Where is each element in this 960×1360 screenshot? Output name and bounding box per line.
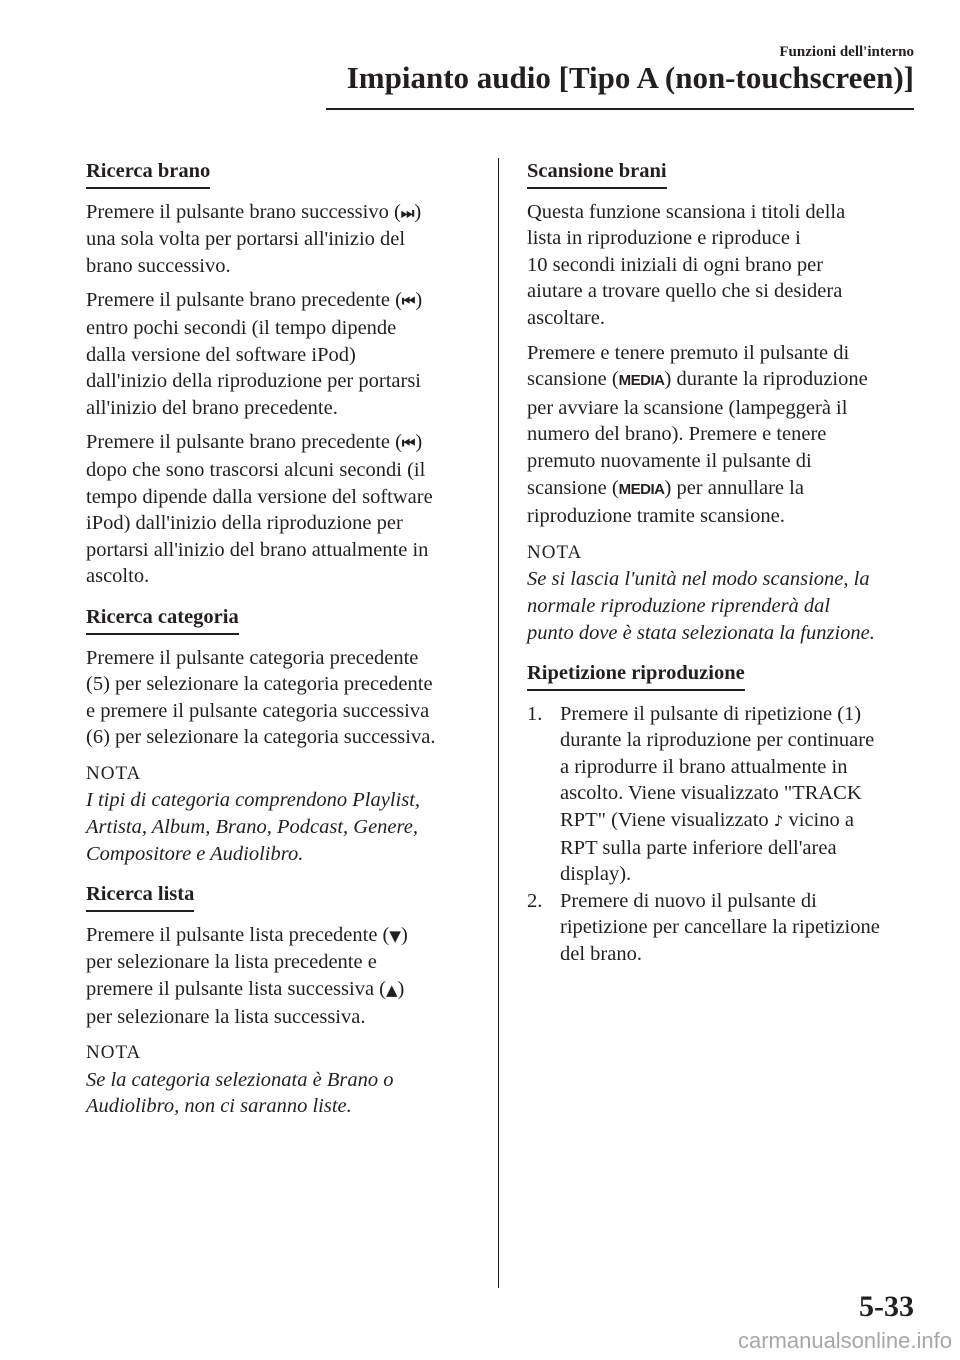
paragraph-list: Premere il pulsante lista precedente (▼) per selezionare la lista precedente e premere il pulsante lista successiva (▲) per selezionare la lista successiva.: [86, 923, 408, 1028]
note-label: NOTA: [527, 541, 583, 563]
music-note-icon: ♪: [773, 812, 784, 831]
heading-ricerca-brano: Ricerca brano: [86, 158, 210, 189]
previous-track-icon: ⏮: [401, 434, 416, 453]
note-label: NOTA: [86, 1042, 142, 1064]
list-item: 1. Premere il pulsante di ripetizione (1) durante la riproduzione per continuare a riprodurre il brano attualmente in ascolto. Viene visualizzato "TRACK RPT" (Viene visualizzato ♪ vicino a RPT sulla parte inferiore dell'area display).: [527, 702, 875, 886]
heading-ripetizione: Ripetizione riproduzione: [527, 660, 745, 691]
page-number: 5-33: [859, 1290, 914, 1323]
next-track-icon: ⏭: [400, 203, 415, 222]
note-scan: Se si lascia l'unità nel modo scansione, la normale riproduzione riprenderà dal punto dove è stata selezionata la funzione.: [527, 568, 875, 644]
heading-scansione-brani: Scansione brani: [527, 158, 667, 189]
right-column: [527, 158, 922, 968]
column-divider: [498, 158, 499, 1288]
up-arrow-icon: ▲: [386, 981, 398, 1000]
paragraph-scan-instructions: Premere e tenere premuto il pulsante di scansione (MEDIA) durante la riproduzione per avviare la scansione (lampeggerà il numero del brano). Premere e tenere premuto nuovamente il pulsante di scansione (MEDIA) per annullare la riproduzione tramite scansione.: [527, 341, 868, 528]
heading-ricerca-lista: Ricerca lista: [86, 881, 194, 912]
note-list: Se la categoria selezionata è Brano o Audiolibro, non ci saranno liste.: [86, 1068, 394, 1118]
section-label: Funzioni dell'interno: [779, 44, 914, 60]
paragraph-prev-track: Premere il pulsante brano precedente (⏮) entro pochi secondi (il tempo dipende dalla versione del software iPod) dall'inizio della riproduzione per portarsi all'inizio del brano precedente.: [86, 289, 423, 419]
header-divider: [326, 108, 914, 110]
paragraph-next-track: Premere il pulsante brano successivo (⏭) una sola volta per portarsi all'inizio del brano successivo.: [86, 200, 422, 277]
previous-track-icon: ⏮: [401, 292, 416, 311]
paragraph-restart-track: Premere il pulsante brano precedente (⏮) dopo che sono trascorsi alcuni secondi (il tempo dipende dalla versione del software iPod) dall'inizio della riproduzione per portarsi all'inizio del brano attualmente in ascolto.: [86, 431, 433, 588]
paragraph-category: Premere il pulsante categoria precedente (5) per selezionare la categoria precedente e premere il pulsante categoria successiva (6) per selezionare la categoria successiva.: [86, 646, 436, 749]
down-arrow-icon: ▼: [389, 926, 401, 945]
media-button-icon: MEDIA: [618, 480, 665, 498]
page-title: Impianto audio [Tipo A (non-touchscreen)]: [346, 60, 914, 95]
note-category: I tipi di categoria comprendono Playlist, Artista, Album, Brano, Podcast, Genere, Compositore e Audiolibro.: [86, 789, 421, 865]
heading-ricerca-categoria: Ricerca categoria: [86, 604, 239, 635]
paragraph-scan-intro: Questa funzione scansiona i titoli della lista in riproduzione e riproduce i 10 secondi iniziali di ogni brano per aiutare a trovare quello che si desidera ascoltare.: [527, 200, 846, 329]
left-column: [86, 158, 481, 1134]
media-button-icon: MEDIA: [618, 372, 665, 390]
note-label: NOTA: [86, 762, 142, 784]
watermark: carmanualsonline.info: [737, 1328, 952, 1353]
list-item: 2. Premere di nuovo il pulsante di ripetizione per cancellare la ripetizione del brano.: [527, 889, 880, 966]
